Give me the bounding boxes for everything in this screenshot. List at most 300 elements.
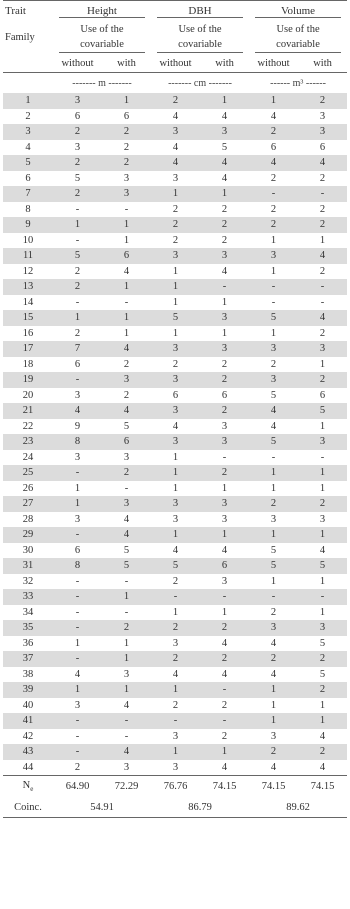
family-cell: 4 — [25, 141, 31, 153]
volume-without-cell: - — [249, 279, 298, 295]
table-row — [3, 698, 347, 714]
table-row — [3, 465, 347, 481]
height-without-cell: 1 — [53, 496, 102, 512]
volume-without-cell: 4 — [270, 110, 277, 122]
dbh-without-header: without — [151, 54, 200, 73]
table-row — [3, 682, 347, 698]
height-without-cell: 3 — [74, 451, 81, 463]
volume-with-cell: 1 — [319, 575, 326, 587]
dbh-with-cell: 4 — [221, 265, 228, 277]
table-row — [3, 419, 347, 435]
dbh-with-cell: 3 — [200, 248, 249, 264]
ne-label: $N_e$ — [3, 776, 53, 798]
height-with-cell: 6 — [102, 248, 151, 264]
dbh-without-cell: 3 — [172, 513, 179, 525]
dbh-without-cell: 3 — [172, 730, 179, 742]
dbh-with-cell: 6 — [221, 389, 228, 401]
height-with-cell: 6 — [102, 434, 151, 450]
dbh-without-cell: 4 — [151, 155, 200, 171]
table-row — [3, 388, 347, 404]
dbh-with-cell: 4 — [221, 110, 228, 122]
volume-with-cell: - — [298, 186, 347, 202]
volume-with-cell: 5 — [298, 403, 347, 419]
volume-with-cell: 6 — [319, 389, 326, 401]
dbh-with-header: with — [200, 54, 249, 73]
dbh-without-cell: 1 — [172, 482, 179, 494]
volume-without-cell: 2 — [270, 606, 277, 618]
height-with-cell: 3 — [123, 451, 130, 463]
height-with-cell: - — [102, 713, 151, 729]
volume-with-cell: 2 — [298, 93, 347, 109]
volume-without-cell: - — [249, 589, 298, 605]
family-cell: 22 — [22, 420, 34, 432]
family-cell: 34 — [22, 606, 34, 618]
dbh-without-cell: 2 — [151, 217, 200, 233]
family-cell: 41 — [3, 713, 53, 729]
volume-without-cell: - — [271, 451, 276, 463]
height-without-cell: - — [75, 296, 80, 308]
family-cell: 42 — [22, 730, 34, 742]
dbh-with-cell: 3 — [200, 341, 249, 357]
height-without-cell: 1 — [53, 217, 102, 233]
dbh-without-cell: 5 — [151, 558, 200, 574]
volume-without-cell: 1 — [270, 575, 277, 587]
volume-with-cell: 3 — [298, 341, 347, 357]
dbh-with-cell: 2 — [200, 372, 249, 388]
table-row — [3, 403, 347, 419]
height-with-cell: 1 — [102, 682, 151, 698]
dbh-without-cell: 5 — [151, 310, 200, 326]
family-cell: 26 — [22, 482, 34, 494]
family-cell: 35 — [3, 620, 53, 636]
dbh-with-cell: 2 — [221, 234, 228, 246]
dbh-with-cell: 3 — [221, 420, 228, 432]
volume-without-cell: 2 — [249, 217, 298, 233]
family-cell: 18 — [22, 358, 34, 370]
height-without-cell: 2 — [74, 265, 81, 277]
volume-with-cell: 2 — [298, 682, 347, 698]
dbh-with-cell: 5 — [221, 141, 228, 153]
table-row — [3, 109, 347, 125]
dbh-without-cell: 2 — [172, 234, 179, 246]
dbh-with-cell: 2 — [221, 358, 228, 370]
volume-without-cell: 1 — [270, 482, 277, 494]
volume-without-cell: 4 — [249, 403, 298, 419]
volume-with-cell: 1 — [319, 358, 326, 370]
volume-with-cell: - — [298, 279, 347, 295]
dbh-without-cell: 6 — [172, 389, 179, 401]
family-cell: 38 — [22, 668, 34, 680]
height-with-cell: 4 — [102, 341, 151, 357]
table-row — [3, 760, 347, 776]
volume-with-cell: 4 — [298, 310, 347, 326]
height-with-cell: 3 — [123, 761, 130, 773]
family-cell: 9 — [3, 217, 53, 233]
ne-height-without: 64.90 — [53, 776, 102, 798]
family-cell: 29 — [3, 527, 53, 543]
volume-with-cell: 2 — [298, 744, 347, 760]
table-row — [3, 589, 347, 605]
volume-without-cell: 2 — [249, 496, 298, 512]
volume-without-cell: 1 — [270, 327, 277, 339]
volume-without-cell: 3 — [270, 730, 277, 742]
height-without-cell: - — [53, 372, 102, 388]
table-row — [3, 202, 347, 218]
volume-without-cell: 4 — [270, 637, 277, 649]
dbh-without-cell: 3 — [172, 761, 179, 773]
dbh-without-cell: 3 — [172, 172, 179, 184]
table-row — [3, 186, 347, 202]
table-row — [3, 434, 347, 450]
table-row — [3, 326, 347, 342]
dbh-without-cell: 1 — [172, 265, 179, 277]
volume-without-cell: 2 — [249, 744, 298, 760]
table-row — [3, 527, 347, 543]
volume-without-cell: 3 — [249, 248, 298, 264]
dbh-without-cell: 3 — [151, 434, 200, 450]
family-cell: 20 — [22, 389, 34, 401]
height-with-cell: 6 — [123, 110, 130, 122]
height-without-cell: - — [75, 575, 80, 587]
dbh-with-cell: 1 — [200, 186, 249, 202]
table-row — [3, 248, 347, 264]
dbh-without-cell: 2 — [151, 651, 200, 667]
dbh-without-cell: 4 — [172, 141, 179, 153]
family-cell: 31 — [3, 558, 53, 574]
height-with-cell: - — [124, 296, 129, 308]
family-cell: 17 — [3, 341, 53, 357]
dbh-without-cell: 2 — [172, 358, 179, 370]
volume-without-cell: 1 — [270, 265, 277, 277]
dbh-header: DBH — [151, 1, 249, 22]
height-without-cell: 3 — [74, 141, 81, 153]
volume-with-cell: - — [298, 589, 347, 605]
height-without-cell: 2 — [53, 279, 102, 295]
table-row — [3, 636, 347, 652]
table-row — [3, 558, 347, 574]
dbh-without-cell: 3 — [151, 372, 200, 388]
table-row — [3, 605, 347, 621]
volume-without-cell: 4 — [270, 668, 277, 680]
dbh-with-cell: 4 — [221, 761, 228, 773]
height-with-cell: 1 — [102, 589, 151, 605]
ne-volume-without: 74.15 — [249, 776, 298, 798]
volume-with-cell: 2 — [319, 265, 326, 277]
volume-with-cell: 2 — [319, 327, 326, 339]
family-cell: 6 — [25, 172, 31, 184]
volume-without-cell: 3 — [249, 341, 298, 357]
volume-with-cell: 4 — [298, 248, 347, 264]
height-with-cell: - — [124, 203, 129, 215]
height-without-cell: - — [53, 527, 102, 543]
volume-without-cell: 5 — [249, 434, 298, 450]
volume-without-cell: 4 — [270, 420, 277, 432]
family-cell: 28 — [22, 513, 34, 525]
height-without-cell: 1 — [53, 310, 102, 326]
dbh-without-cell: 2 — [151, 93, 200, 109]
dbh-without-cell: - — [151, 589, 200, 605]
height-without-cell: - — [53, 620, 102, 636]
family-cell: 10 — [22, 234, 34, 246]
volume-unit: ------ m³ ------ — [270, 77, 326, 89]
table-row — [3, 620, 347, 636]
height-covariable-label: Use of the covariable — [53, 21, 151, 54]
height-without-cell: 8 — [53, 434, 102, 450]
table-row — [3, 357, 347, 373]
height-with-cell: 5 — [123, 544, 130, 556]
volume-without-cell: 2 — [249, 651, 298, 667]
family-cell: 44 — [22, 761, 34, 773]
trait-header: Trait — [3, 1, 53, 22]
volume-with-cell: 1 — [298, 713, 347, 729]
dbh-with-cell: 4 — [221, 637, 228, 649]
table-row — [3, 744, 347, 760]
height-without-cell: 8 — [53, 558, 102, 574]
dbh-with-cell: 1 — [221, 606, 228, 618]
family-cell: 30 — [22, 544, 34, 556]
dbh-without-cell: 4 — [172, 668, 179, 680]
height-without-cell: 3 — [53, 93, 102, 109]
dbh-without-cell: 2 — [172, 203, 179, 215]
volume-with-cell: 2 — [298, 372, 347, 388]
table-row — [3, 667, 347, 683]
volume-with-cell: 3 — [298, 620, 347, 636]
header-row-traits — [3, 1, 347, 22]
dbh-without-cell: 1 — [172, 606, 179, 618]
family-cell: 33 — [3, 589, 53, 605]
dbh-with-cell: - — [200, 279, 249, 295]
volume-with-cell: - — [320, 296, 325, 308]
volume-without-cell: 5 — [249, 310, 298, 326]
volume-without-cell: 2 — [270, 203, 277, 215]
coinc-height: 54.91 — [53, 797, 151, 818]
height-without-cell: 5 — [74, 172, 81, 184]
units-row — [3, 73, 347, 94]
table-row — [3, 217, 347, 233]
volume-with-cell: 1 — [298, 465, 347, 481]
volume-with-cell: 1 — [319, 482, 326, 494]
dbh-without-cell: 1 — [172, 451, 179, 463]
dbh-with-cell: 1 — [221, 327, 228, 339]
height-without-cell: 1 — [74, 482, 81, 494]
dbh-without-cell: 1 — [151, 279, 200, 295]
table-row — [3, 372, 347, 388]
dbh-without-cell: 1 — [151, 744, 200, 760]
family-cell: 8 — [25, 203, 31, 215]
ne-height-with: 72.29 — [102, 776, 151, 798]
dbh-with-cell: 1 — [221, 482, 228, 494]
dbh-without-cell: 1 — [151, 682, 200, 698]
height-with-cell: 5 — [102, 558, 151, 574]
volume-without-cell: 1 — [270, 699, 277, 711]
volume-with-cell: 1 — [319, 234, 326, 246]
volume-with-cell: 2 — [298, 651, 347, 667]
coincidence-row — [3, 797, 347, 818]
volume-without-cell: 4 — [249, 155, 298, 171]
height-with-cell: 4 — [102, 744, 151, 760]
dbh-with-cell: 3 — [200, 124, 249, 140]
height-without-cell: - — [75, 203, 80, 215]
volume-with-cell: 2 — [298, 217, 347, 233]
volume-without-cell: 3 — [249, 620, 298, 636]
height-with-cell: 2 — [123, 389, 130, 401]
family-cell: 16 — [22, 327, 34, 339]
height-without-cell: 2 — [74, 327, 81, 339]
dbh-without-cell: 1 — [151, 186, 200, 202]
table-row — [3, 512, 347, 528]
volume-with-cell: 2 — [298, 496, 347, 512]
dbh-with-cell: 4 — [221, 544, 228, 556]
coinc-dbh: 86.79 — [151, 797, 249, 818]
volume-covariable-label: Use of the covariable — [249, 21, 347, 54]
volume-without-cell: 1 — [249, 527, 298, 543]
volume-with-cell: 1 — [319, 606, 326, 618]
family-cell: 14 — [22, 296, 34, 308]
dbh-with-cell: 3 — [200, 496, 249, 512]
volume-with-cell: 5 — [319, 668, 326, 680]
dbh-without-cell: 3 — [151, 341, 200, 357]
header-row-covariable — [3, 21, 347, 54]
dbh-with-cell: 2 — [221, 203, 228, 215]
volume-without-header: without — [249, 54, 298, 73]
height-without-cell: - — [53, 589, 102, 605]
family-cell: 40 — [22, 699, 34, 711]
dbh-with-cell: 3 — [221, 575, 228, 587]
height-with-cell: 4 — [102, 527, 151, 543]
family-cell: 23 — [3, 434, 53, 450]
dbh-with-cell: 3 — [200, 310, 249, 326]
family-cell: 11 — [3, 248, 53, 264]
family-cell: 19 — [3, 372, 53, 388]
volume-with-header: with — [298, 54, 347, 73]
table-row — [3, 155, 347, 171]
dbh-without-cell: 4 — [172, 420, 179, 432]
height-unit: ------- m ------- — [72, 77, 132, 89]
table-row — [3, 651, 347, 667]
volume-without-cell: 5 — [270, 389, 277, 401]
height-without-cell: - — [53, 744, 102, 760]
height-without-cell: 2 — [53, 186, 102, 202]
volume-without-cell: 5 — [270, 544, 277, 556]
dbh-without-cell: 2 — [151, 620, 200, 636]
volume-with-cell: 2 — [319, 172, 326, 184]
volume-without-cell: 5 — [249, 558, 298, 574]
dbh-with-cell: 6 — [200, 558, 249, 574]
dbh-with-cell: 1 — [221, 296, 228, 308]
family-cell: 27 — [3, 496, 53, 512]
height-without-cell: 5 — [53, 248, 102, 264]
height-with-cell: 1 — [123, 637, 130, 649]
volume-without-cell: 4 — [270, 761, 277, 773]
dbh-without-cell: 3 — [151, 248, 200, 264]
family-header: Family — [5, 32, 35, 43]
family-cell: 25 — [3, 465, 53, 481]
family-cell: 2 — [25, 110, 31, 122]
height-without-cell: - — [53, 465, 102, 481]
table-row — [3, 729, 347, 745]
family-cell: 43 — [3, 744, 53, 760]
height-without-cell: 3 — [74, 389, 81, 401]
volume-without-cell: 1 — [249, 93, 298, 109]
ne-row — [3, 776, 347, 798]
table-row — [3, 481, 347, 497]
table-row — [3, 310, 347, 326]
volume-without-cell: 6 — [270, 141, 277, 153]
dbh-without-cell: 4 — [172, 110, 179, 122]
height-with-cell: 5 — [123, 420, 130, 432]
height-without-cell: 6 — [74, 544, 81, 556]
family-cell: 32 — [22, 575, 34, 587]
dbh-with-cell: 2 — [221, 699, 228, 711]
volume-without-cell: 3 — [270, 513, 277, 525]
volume-without-cell: 1 — [249, 465, 298, 481]
volume-header: Volume — [249, 1, 347, 22]
height-with-cell: 1 — [102, 217, 151, 233]
table-row — [3, 295, 347, 311]
dbh-without-cell: 3 — [151, 403, 200, 419]
volume-without-cell: 3 — [249, 372, 298, 388]
volume-with-cell: 4 — [319, 730, 326, 742]
height-without-cell: 7 — [53, 341, 102, 357]
volume-with-cell: 6 — [319, 141, 326, 153]
table-row — [3, 341, 347, 357]
volume-with-cell: 3 — [298, 434, 347, 450]
volume-with-cell: 4 — [319, 761, 326, 773]
height-with-header: with — [102, 54, 151, 73]
table-row — [3, 171, 347, 187]
height-with-cell: 2 — [102, 124, 151, 140]
height-without-cell: 2 — [74, 761, 81, 773]
height-without-cell: 2 — [53, 124, 102, 140]
header-row-with-without — [3, 54, 347, 73]
volume-without-cell: 2 — [249, 124, 298, 140]
family-cell: 7 — [3, 186, 53, 202]
dbh-without-cell: 2 — [172, 699, 179, 711]
family-cell: 5 — [3, 155, 53, 171]
dbh-without-cell: 3 — [151, 124, 200, 140]
volume-with-cell: 3 — [319, 110, 326, 122]
height-with-cell: 2 — [123, 358, 130, 370]
height-with-cell: 2 — [102, 620, 151, 636]
height-without-cell: 3 — [74, 513, 81, 525]
volume-with-cell: 1 — [319, 420, 326, 432]
table-row — [3, 543, 347, 559]
dbh-with-cell: 1 — [200, 527, 249, 543]
height-without-cell: - — [75, 730, 80, 742]
dbh-without-cell: 3 — [172, 637, 179, 649]
dbh-with-cell: 3 — [221, 513, 228, 525]
dbh-unit: ------- cm ------- — [168, 77, 232, 89]
family-cell: 1 — [3, 93, 53, 109]
family-rows — [3, 93, 347, 776]
volume-with-cell: 4 — [319, 544, 326, 556]
dbh-with-cell: 2 — [200, 651, 249, 667]
height-with-cell: 1 — [102, 310, 151, 326]
families-table — [3, 0, 347, 818]
table-row — [3, 450, 347, 466]
height-with-cell: 2 — [102, 155, 151, 171]
dbh-with-cell: 4 — [200, 155, 249, 171]
table-row — [3, 574, 347, 590]
volume-with-cell: 1 — [298, 527, 347, 543]
height-with-cell: 4 — [123, 265, 130, 277]
ne-volume-with: 74.15 — [298, 776, 347, 798]
height-with-cell: 4 — [123, 513, 130, 525]
dbh-with-cell: 3 — [200, 434, 249, 450]
height-without-cell: 6 — [74, 110, 81, 122]
dbh-with-cell: 2 — [200, 465, 249, 481]
family-cell: 13 — [3, 279, 53, 295]
